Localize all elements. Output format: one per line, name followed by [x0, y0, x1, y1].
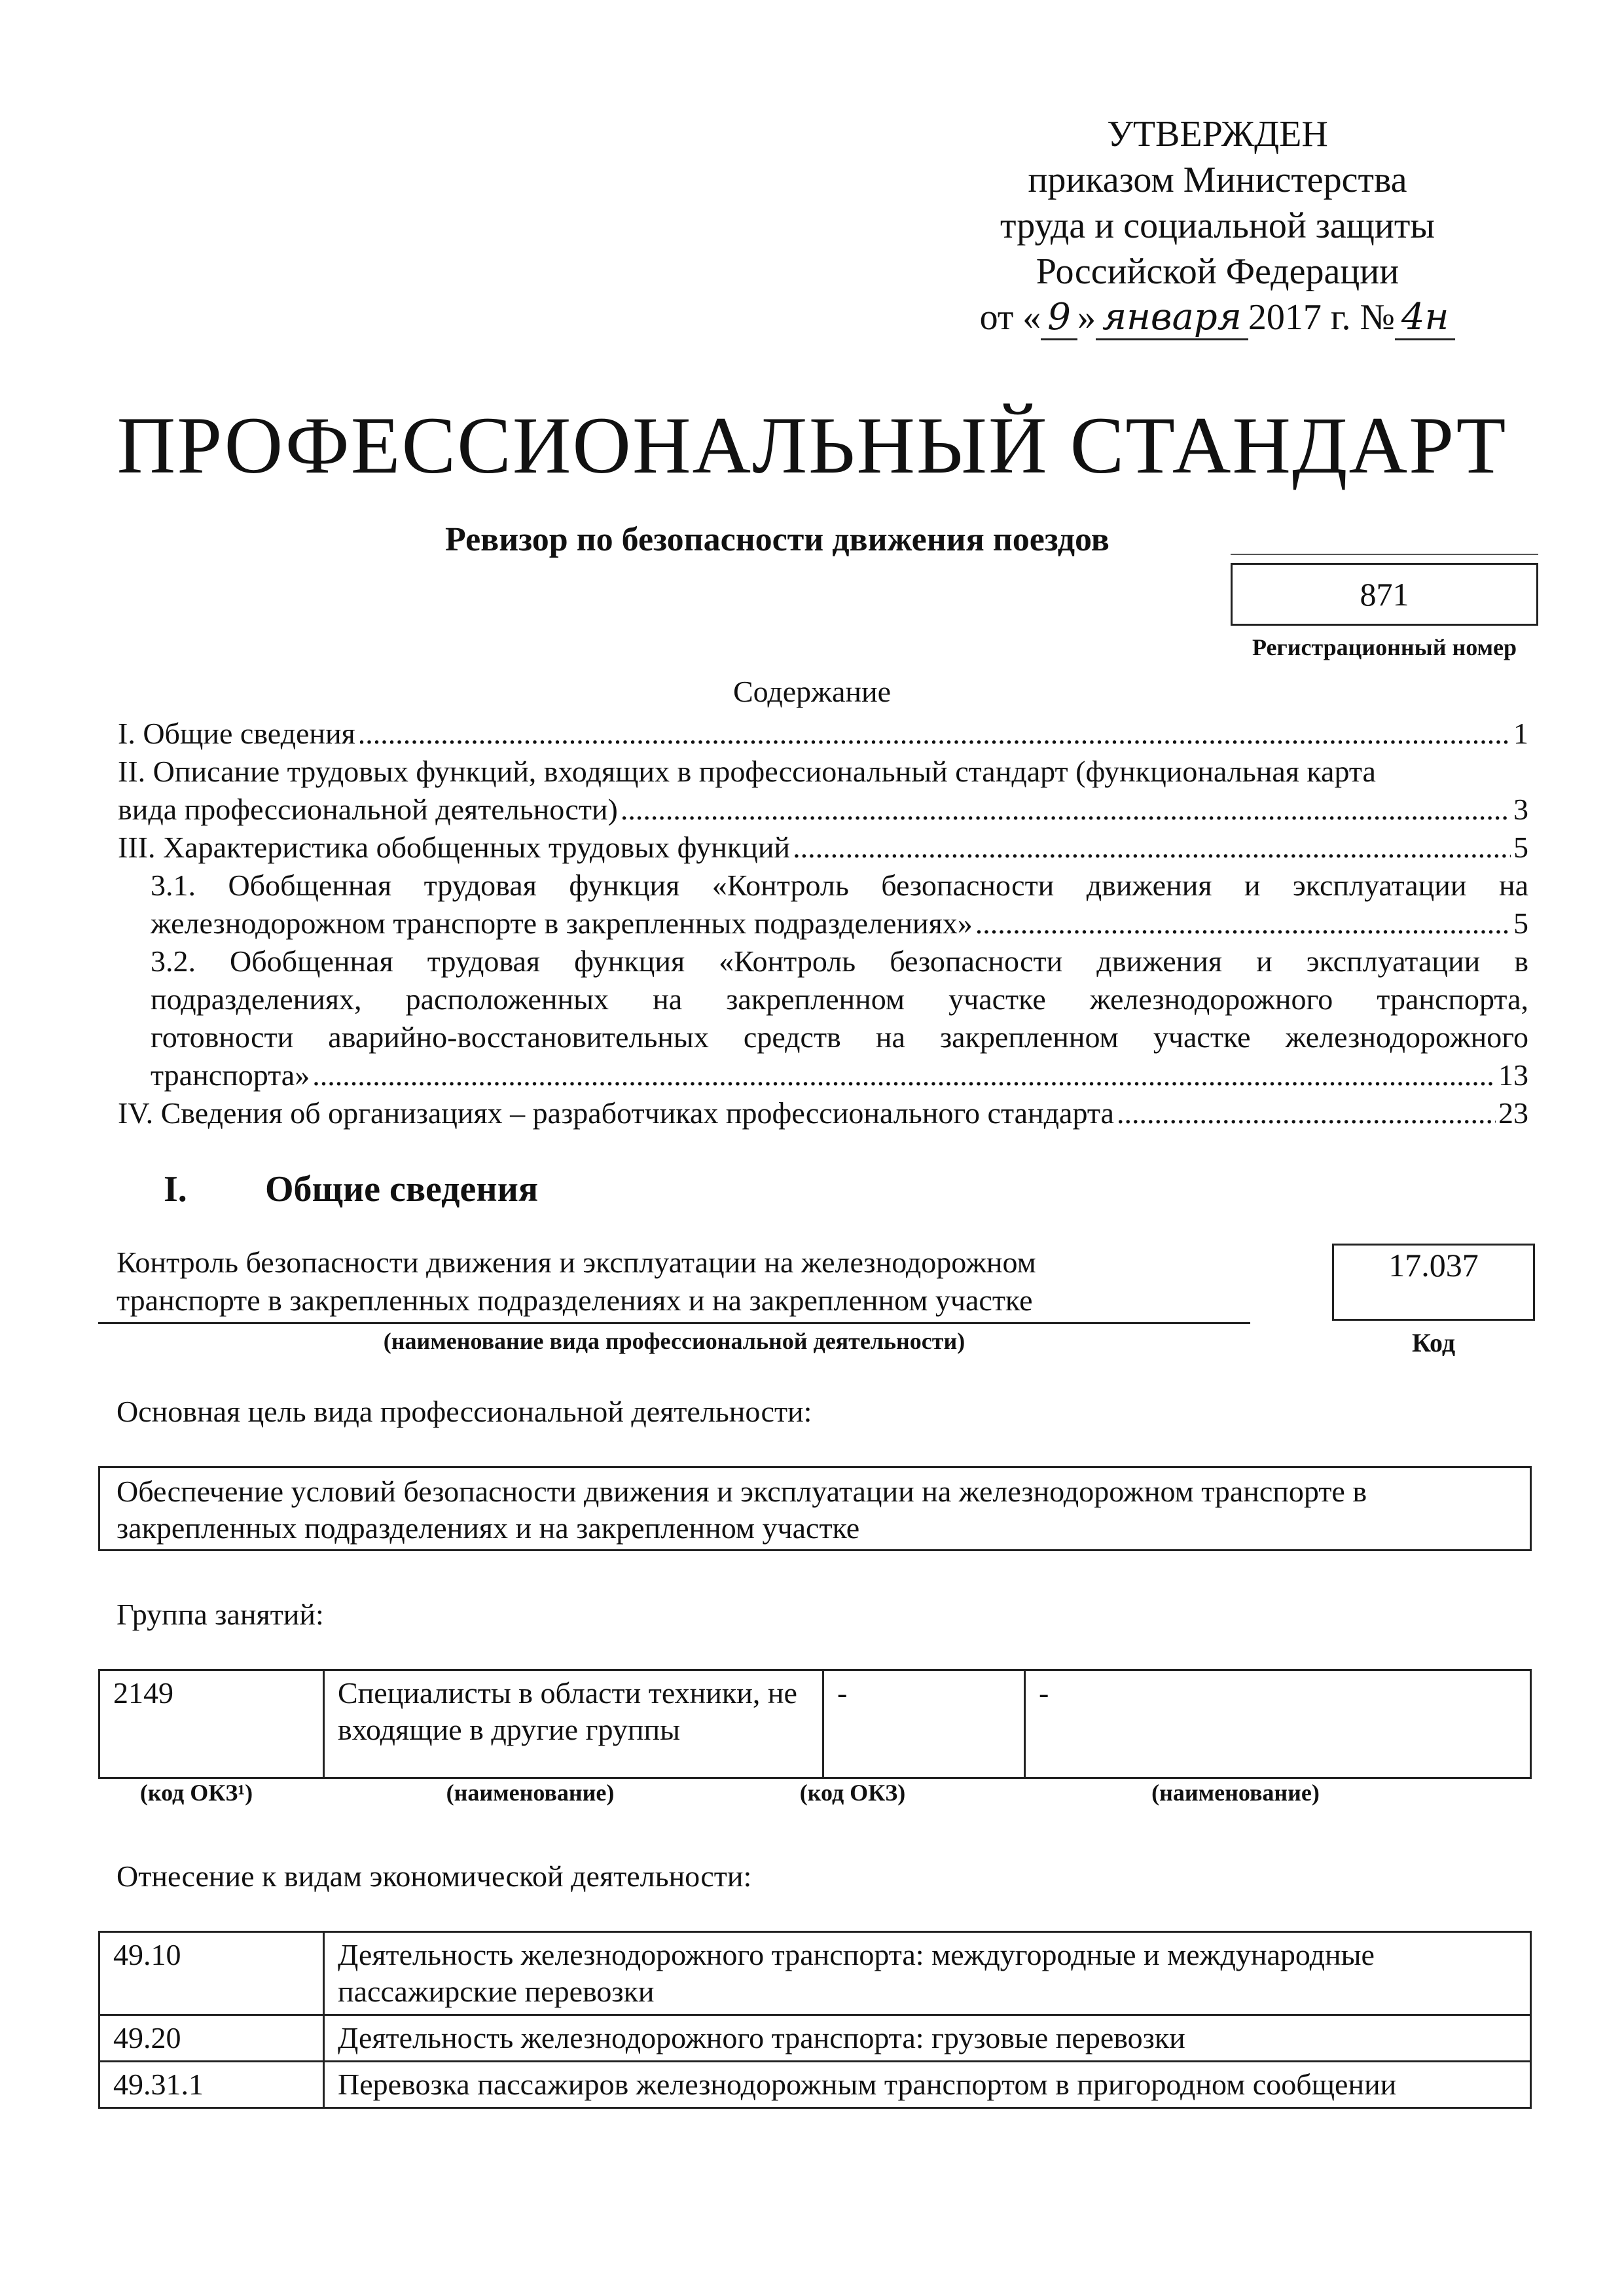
- activity-name: [117, 1244, 1282, 1319]
- activity-code-caption: Код: [1411, 1328, 1456, 1357]
- economic-code: 49.31.1: [99, 2062, 324, 2108]
- date-day: 9: [1041, 296, 1077, 340]
- activity-caption: (наименование вида профессиональной деятельности): [383, 1328, 965, 1354]
- occupation-captions: [98, 1779, 1532, 1812]
- date-prefix: от «: [979, 297, 1041, 338]
- occupation-code: 2149: [99, 1670, 324, 1778]
- caption-name: (наименование): [446, 1780, 615, 1806]
- table-row: [99, 2062, 1531, 2108]
- goal-label: Основная цель вида профессиональной деятельности:: [117, 1395, 812, 1428]
- toc-leader: [793, 829, 1511, 867]
- toc-leader: [1117, 1094, 1496, 1132]
- approval-line-2: приказом Министерства: [1028, 160, 1407, 200]
- registration-caption: Регистрационный номер: [1252, 634, 1517, 660]
- activity-underline: [98, 1322, 1250, 1324]
- toc-item[interactable]: [118, 791, 1528, 829]
- table-row: [99, 2015, 1531, 2062]
- approval-heading: УТВЕРЖДЕН: [1107, 114, 1328, 154]
- economic-label: Отнесение к видам экономической деятельности:: [117, 1859, 752, 1893]
- date-year-suffix: г. №: [1330, 297, 1395, 338]
- toc-leader: [358, 715, 1511, 753]
- activity-line-1: Контроль безопасности движения и эксплуатации на железнодорожном: [117, 1246, 1036, 1279]
- date-year: 2017: [1248, 297, 1322, 338]
- registration-top-line: [1231, 554, 1538, 555]
- date-mid: »: [1077, 297, 1096, 338]
- toc-item-page: 23: [1498, 1096, 1528, 1130]
- toc-item[interactable]: [118, 715, 1528, 753]
- toc-item-text: IV. Сведения об организациях – разработчиках профессионального стандарта: [118, 1096, 1114, 1130]
- contents-title: Содержание: [732, 675, 892, 708]
- toc-leader: [621, 791, 1511, 829]
- toc-item-line[interactable]: подразделениях, расположенных на закрепленном участке железнодорожного транспорта,: [151, 982, 1528, 1016]
- toc-leader: [975, 905, 1511, 942]
- approval-block: [923, 111, 1512, 340]
- toc-item[interactable]: [118, 1094, 1528, 1132]
- toc-item[interactable]: [151, 1056, 1528, 1094]
- toc-item-text: I. Общие сведения: [118, 717, 355, 750]
- toc-item-line[interactable]: готовности аварийно-восстановительных средств на закрепленном участке железнодорожного: [151, 1020, 1528, 1054]
- toc-item-line[interactable]: II. Описание трудовых функций, входящих в профессиональный стандарт (функциональная карта: [118, 755, 1376, 788]
- activity-code: 17.037: [1332, 1244, 1535, 1321]
- section-number: I.: [164, 1169, 187, 1210]
- standard-name: Ревизор по безопасности движения поездов: [445, 521, 1110, 558]
- activity-line-2: транспорте в закрепленных подразделениях и на закрепленном участке: [117, 1283, 1033, 1317]
- approval-line-3: труда и социальной защиты: [1000, 206, 1435, 246]
- toc-item-page: 5: [1513, 906, 1528, 940]
- date-month: января: [1096, 296, 1248, 340]
- toc-item-page: 13: [1498, 1058, 1528, 1092]
- registration-number: 871: [1231, 563, 1538, 626]
- goal-text: Обеспечение условий безопасности движения и эксплуатации на железнодорожном транспорте в закрепленных подразделениях и на закрепленном участке: [98, 1466, 1532, 1551]
- toc-item-page: 5: [1513, 831, 1528, 864]
- economic-table: [98, 1931, 1532, 2109]
- toc-leader: [312, 1056, 1496, 1094]
- approval-line-4: Российской Федерации: [1036, 251, 1399, 292]
- caption-okz-code: (код ОКЗ¹): [139, 1780, 253, 1806]
- occupation-code-2: -: [823, 1670, 1025, 1778]
- table-row: [99, 1670, 1531, 1778]
- economic-name: Деятельность железнодорожного транспорта: междугородные и международные пассажирские перевозки: [324, 1932, 1531, 2015]
- toc-item-text: III. Характеристика обобщенных трудовых функций: [118, 831, 791, 864]
- occupation-name: Специалисты в области техники, не входящие в другие группы: [324, 1670, 823, 1778]
- toc-item[interactable]: [118, 829, 1528, 867]
- occupation-name-2: -: [1025, 1670, 1531, 1778]
- occupation-label: Группа занятий:: [117, 1598, 324, 1631]
- economic-code: 49.20: [99, 2015, 324, 2062]
- approval-date: [923, 295, 1512, 340]
- order-number: 4н: [1395, 296, 1456, 340]
- toc-item-text: транспорта»: [151, 1058, 310, 1092]
- toc-item-text: вида профессиональной деятельности): [118, 793, 618, 826]
- toc-item-page: 3: [1513, 793, 1528, 826]
- caption-name-2: (наименование): [1151, 1780, 1320, 1806]
- caption-okz-code-2: (код ОКЗ): [799, 1780, 906, 1806]
- economic-name: Деятельность железнодорожного транспорта: грузовые перевозки: [324, 2015, 1531, 2062]
- document-title: ПРОФЕССИОНАЛЬНЫЙ СТАНДАРТ: [117, 401, 1507, 490]
- toc-item[interactable]: [151, 905, 1528, 942]
- toc-item-page: 1: [1513, 717, 1528, 750]
- economic-name: Перевозка пассажиров железнодорожным транспортом в пригородном сообщении: [324, 2062, 1531, 2108]
- toc-item-line[interactable]: 3.2. Обобщенная трудовая функция «Контроль безопасности движения и эксплуатации в: [151, 944, 1528, 978]
- toc-item-line[interactable]: 3.1. Обобщенная трудовая функция «Контроль безопасности движения и эксплуатации на: [151, 869, 1528, 902]
- toc-item-text: железнодорожном транспорте в закрепленных подразделениях»: [151, 906, 973, 940]
- economic-code: 49.10: [99, 1932, 324, 2015]
- occupation-table: [98, 1669, 1532, 1779]
- section-title: Общие сведения: [265, 1169, 539, 1210]
- table-row: [99, 1932, 1531, 2015]
